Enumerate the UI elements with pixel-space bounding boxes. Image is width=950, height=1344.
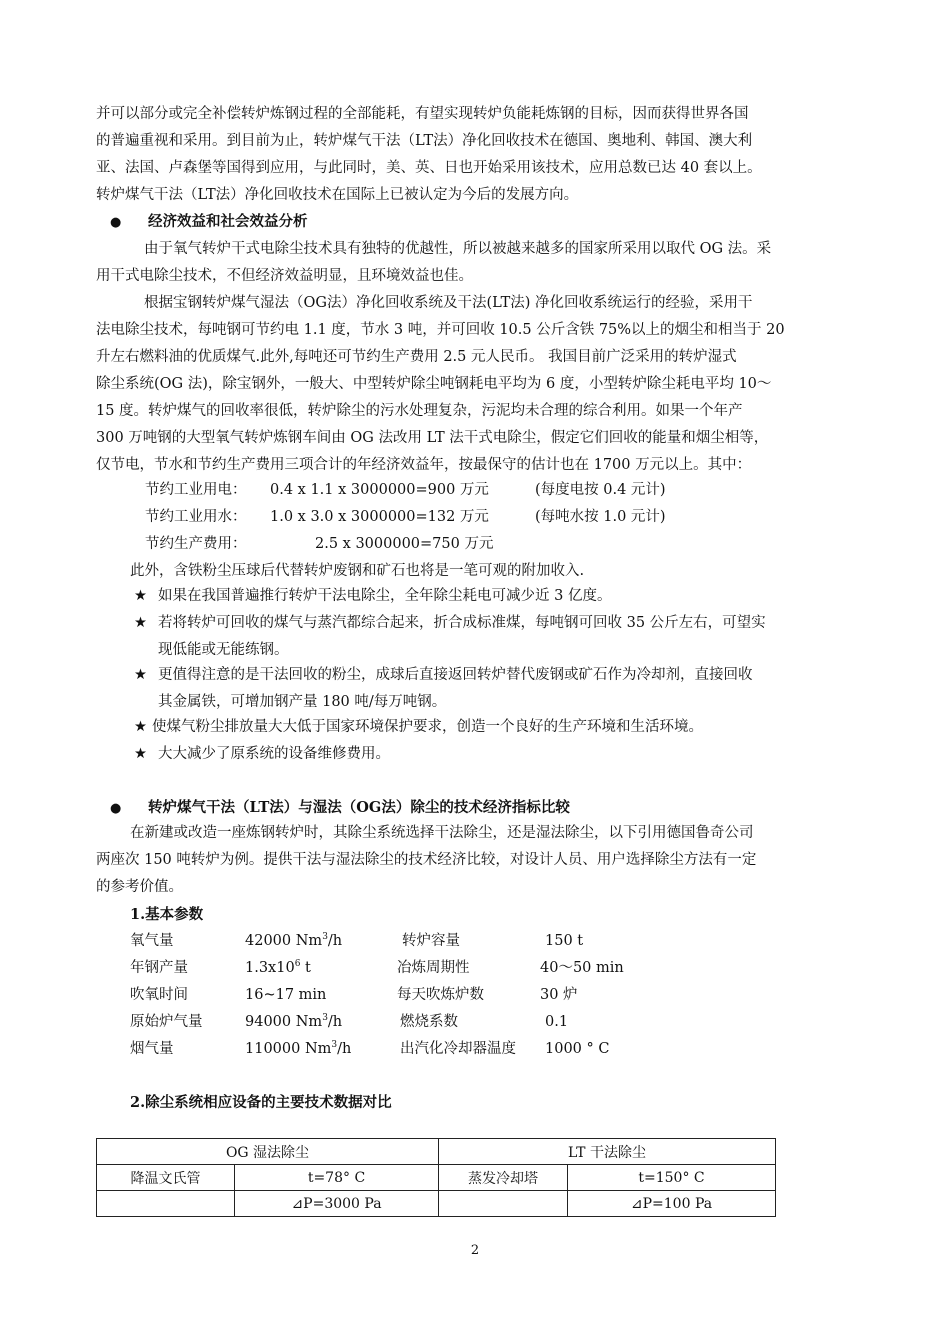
star-icon: ★ (134, 588, 147, 604)
param-sup: 6 (294, 959, 301, 970)
text-line: 并可以部分或完全补偿转炉炼钢过程的全部能耗，有望实现转炉负能耗炼钢的目标，因而获得世界各国 (96, 106, 749, 122)
param-sup: 3 (322, 1013, 328, 1024)
intro-paragraph (96, 101, 866, 209)
star-item-text: 使煤气粉尘排放量大大低于国家环境保护要求，创造一个良好的生产环境和生活环境。 (152, 719, 703, 735)
economic-paragraph-1 (96, 236, 866, 290)
param-label: 年钢产量 (130, 960, 188, 976)
star-item-text: 现低能或无能练钢。 (158, 642, 289, 658)
param-value: 94000 Nm (245, 1014, 323, 1030)
savings-calc: 0.4 x 1.1 x 3000000=900 万元 (270, 482, 489, 498)
param-row (130, 983, 578, 1004)
table-header-lt: LT 干法除尘 (439, 1139, 776, 1165)
star-icon: ★ (134, 746, 147, 762)
param-unit: t (300, 960, 311, 976)
bullet-icon: ● (110, 215, 122, 230)
param-label: 出汽化冷却器温度 (400, 1041, 516, 1057)
star-item-text: 更值得注意的是干法回收的粉尘，成球后直接返回转炉替代废钢或矿石作为冷却剂，直接回收 (158, 667, 753, 683)
param-value: 0.1 (545, 1014, 569, 1030)
param-value: 40～50 min (540, 960, 624, 976)
table-cell: 降温文氏管 (97, 1165, 235, 1191)
comparison-table (96, 1138, 776, 1217)
param-unit: /h (337, 1041, 352, 1057)
text-line: 15 度。转炉煤气的回收率很低，转炉除尘的污水处理复杂，污泥均未合理的综合利用。如果一个年产 (96, 403, 743, 419)
subheading-basic-params: 1.基本参数 (130, 906, 204, 923)
param-label: 冶炼周期性 (397, 960, 470, 976)
param-label: 氧气量 (130, 933, 174, 949)
savings-calc: 2.5 x 3000000=750 万元 (315, 536, 494, 552)
page-number: 2 (470, 1243, 480, 1258)
savings-label: 节约工业用水： (145, 509, 247, 525)
text-line: 仅节电，节水和节约生产费用三项合计的年经济效益年，按最保守的估计也在 1700 万元以上。其中： (96, 457, 752, 473)
savings-note: (每吨水按 1.0 元计) (535, 509, 666, 525)
subheading-equipment-comparison: 2.除尘系统相应设备的主要技术数据对比 (130, 1094, 392, 1111)
economic-paragraph-2 (96, 290, 866, 479)
table-cell: t=78° C (235, 1165, 439, 1191)
star-item-text: 大大减少了原系统的设备维修费用。 (158, 746, 390, 762)
text-line: 的普遍重视和采用。到目前为止，转炉煤气干法（LT法）净化回收技术在德国、奥地利、韩国、澳大利 (96, 133, 753, 149)
savings-note: (每度电按 0.4 元计) (535, 482, 666, 498)
table-header-og: OG 湿法除尘 (97, 1139, 439, 1165)
section-title: 转炉煤气干法（LT法）与湿法（OG法）除尘的技术经济指标比较 (148, 799, 570, 816)
star-icon: ★ (134, 615, 147, 631)
table-cell (439, 1191, 568, 1217)
table-row (97, 1191, 776, 1217)
star-item (134, 662, 864, 716)
text-line: 转炉煤气干法（LT法）净化回收技术在国际上已被认定为今后的发展方向。 (96, 187, 579, 203)
param-label: 吹氧时间 (130, 987, 188, 1003)
param-value: 1.3x10 (245, 960, 295, 976)
param-sup: 3 (322, 932, 328, 943)
param-row (130, 1010, 568, 1031)
param-unit: /h (327, 1014, 343, 1030)
text-line: 除尘系统(OG 法)，除宝钢外，一般大、中型转炉除尘吨钢耗电平均为 6 度，小型转炉除尘耗电平均 10～ (96, 376, 772, 392)
savings-label: 节约工业用电： (145, 482, 247, 498)
table-cell: ⊿P=3000 Pa (235, 1191, 439, 1217)
param-label: 烟气量 (130, 1041, 174, 1057)
section-heading-comparison (110, 796, 570, 817)
savings-row-production (145, 532, 493, 553)
text-line: 法电除尘技术，每吨钢可节约电 1.1 度，节水 3 吨，并可回收 10.5 公斤含铁 75%以上的烟尘和相当于 20 (96, 322, 785, 338)
table-row (97, 1165, 776, 1191)
section-heading-economic (110, 210, 308, 231)
param-value: 110000 Nm (245, 1041, 332, 1057)
text-line: 亚、法国、卢森堡等国得到应用，与此同时，美、英、日也开始采用该技术，应用总数已达 40 套以上。 (96, 160, 762, 176)
star-item (134, 741, 864, 768)
bullet-icon: ● (110, 801, 122, 816)
text-line: 两座次 150 吨转炉为例。提供干法与湿法除尘的技术经济比较，对设计人员、用户选择除尘方法有一定 (96, 852, 757, 868)
savings-row-electricity (145, 478, 666, 499)
text-line: 升左右燃料油的优质煤气.此外,每吨还可节约生产费用 2.5 元人民币。 我国目前广泛采用的转炉湿式 (96, 349, 737, 365)
section-title: 经济效益和社会效益分析 (148, 213, 308, 230)
table-cell: 蒸发冷却塔 (439, 1165, 568, 1191)
param-label: 每天吹炼炉数 (397, 987, 484, 1003)
text-line: 的参考价值。 (96, 879, 183, 895)
text-line: 用干式电除尘技术，不但经济效益明显，且环境效益也佳。 (96, 268, 473, 284)
param-unit: /h (327, 933, 343, 949)
param-row (130, 1037, 609, 1058)
star-item (134, 714, 864, 741)
table-header-row (97, 1139, 776, 1165)
text-line: 300 万吨钢的大型氧气转炉炼钢车间由 OG 法改用 LT 法干式电除尘，假定它们回收的能量和烟尘相等， (96, 430, 769, 446)
table-cell: t=150° C (568, 1165, 776, 1191)
text-line: 在新建或改造一座炼钢转炉时，其除尘系统选择干法除尘，还是湿法除尘，以下引用德国鲁奇公司 (130, 825, 754, 841)
param-label: 原始炉气量 (130, 1014, 203, 1030)
extra-income-text: 此外，含铁粉尘压球后代替转炉废钢和矿石也将是一笔可观的附加收入. (130, 563, 585, 579)
star-icon: ★ (134, 667, 147, 683)
param-row (130, 929, 583, 950)
comparison-paragraph (96, 820, 866, 901)
star-item (134, 583, 864, 610)
param-sup: 3 (331, 1040, 338, 1051)
param-label: 转炉容量 (402, 933, 460, 949)
param-value: 42000 Nm (245, 933, 323, 949)
param-row (130, 956, 624, 977)
savings-calc: 1.0 x 3.0 x 3000000=132 万元 (270, 509, 489, 525)
param-value: 1000 ° C (545, 1041, 610, 1057)
star-icon: ★ (134, 719, 147, 735)
text-line: 由于氧气转炉干式电除尘技术具有独特的优越性，所以被越来越多的国家所采用以取代 OG 法。采 (144, 241, 772, 257)
param-value: 30 炉 (540, 987, 578, 1003)
text-line: 根据宝钢转炉煤气湿法（OG法）净化回收系统及干法(LT法) 净化回收系统运行的经验，采用干 (144, 295, 753, 311)
star-item-text: 如果在我国普遍推行转炉干法电除尘，全年除尘耗电可减少近 3 亿度。 (158, 588, 612, 604)
param-value: 150 t (545, 933, 584, 949)
savings-row-water (145, 505, 666, 526)
param-value: 16~17 min (245, 987, 327, 1003)
star-item-text: 若将转炉可回收的煤气与蒸汽都综合起来，折合成标准煤，每吨钢可回收 35 公斤左右，可望实 (158, 615, 766, 631)
param-label: 燃烧系数 (400, 1014, 458, 1030)
table-cell: ⊿P=100 Pa (568, 1191, 776, 1217)
table-cell (97, 1191, 235, 1217)
star-item (134, 610, 864, 664)
star-item-text: 其金属铁，可增加钢产量 180 吨/每万吨钢。 (158, 694, 447, 710)
savings-label: 节约生产费用： (145, 536, 247, 552)
